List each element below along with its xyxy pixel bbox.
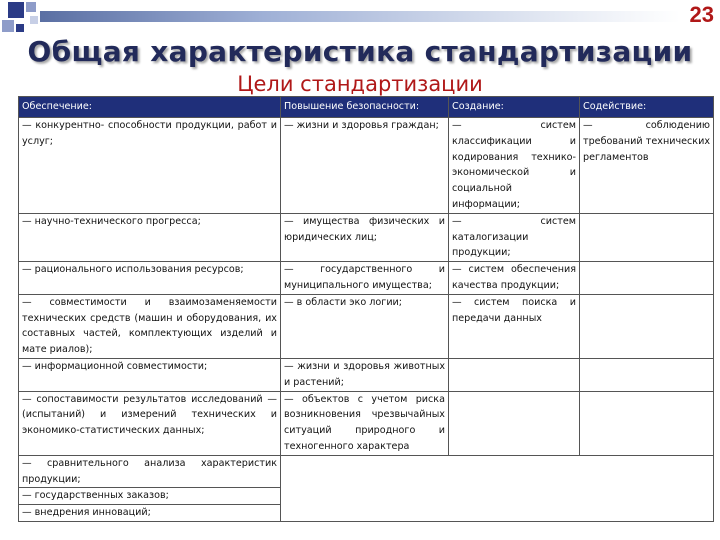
table-cell: — в области эко логии; xyxy=(281,294,449,358)
table-row xyxy=(19,294,714,358)
table-cell: — совместимости и взаимозаменяемости технических средств (машин и оборудования, их составных частей, комплектующих изделий и мате риалов); xyxy=(19,294,281,358)
header-cell: Создание: xyxy=(449,97,580,118)
table-cell: — конкурентно- способности продукции, работ и услуг; xyxy=(19,118,281,214)
table-cell xyxy=(580,358,714,391)
table-cell xyxy=(580,294,714,358)
slide-subtitle: Цели стандартизации xyxy=(237,72,483,96)
header-gradient-bar xyxy=(40,11,680,22)
slide-number: 23 xyxy=(689,2,714,27)
header-cell: Содействие: xyxy=(580,97,714,118)
table-cell: — соблюдению требований технических регламентов xyxy=(580,118,714,214)
table-header-row xyxy=(19,97,714,118)
table-cell: — внедрения инноваций; xyxy=(19,505,281,522)
table-row xyxy=(19,358,714,391)
table-empty-area xyxy=(281,455,714,521)
table-cell: — имущества физических и юридических лиц; xyxy=(281,213,449,261)
table-cell xyxy=(580,262,714,295)
table-cell: — научно-технического прогресса; xyxy=(19,213,281,261)
goals-table xyxy=(18,96,714,522)
table-cell: — государственных заказов; xyxy=(19,488,281,505)
table-cell xyxy=(580,213,714,261)
table-cell: — информационной совместимости; xyxy=(19,358,281,391)
table-cell: — жизни и здоровья граждан; xyxy=(281,118,449,214)
table-cell xyxy=(449,358,580,391)
table-cell: — систем обеспечения качества продукции; xyxy=(449,262,580,295)
table-cell: — рационального использования ресурсов; xyxy=(19,262,281,295)
table-cell: — систем каталогизации продукции; xyxy=(449,213,580,261)
table-row xyxy=(19,213,714,261)
table-row xyxy=(19,455,714,488)
table-cell xyxy=(449,391,580,455)
table-row xyxy=(19,262,714,295)
table-cell: — сравнительного анализа характеристик продукции; xyxy=(19,455,281,488)
table-row xyxy=(19,391,714,455)
table-row xyxy=(19,118,714,214)
table-cell xyxy=(580,391,714,455)
table-cell: — жизни и здоровья животных и растений; xyxy=(281,358,449,391)
table-cell: — сопоставимости результатов исследований — (испытаний) и измерений технических и экономико-статистических данных; xyxy=(19,391,281,455)
header-cell: Обеспечение: xyxy=(19,97,281,118)
table-cell: — систем классификации и кодирования технико-экономической и социальной информации; xyxy=(449,118,580,214)
slide-title: Общая характеристика стандартизации xyxy=(27,35,693,68)
table-cell: — систем поиска и передачи данных xyxy=(449,294,580,358)
table-cell: — объектов с учетом риска возникновения чрезвычайных ситуаций природного и техногенного характера xyxy=(281,391,449,455)
header-cell: Повышение безопасности: xyxy=(281,97,449,118)
table-cell: — государственного и муниципального имущества; xyxy=(281,262,449,295)
